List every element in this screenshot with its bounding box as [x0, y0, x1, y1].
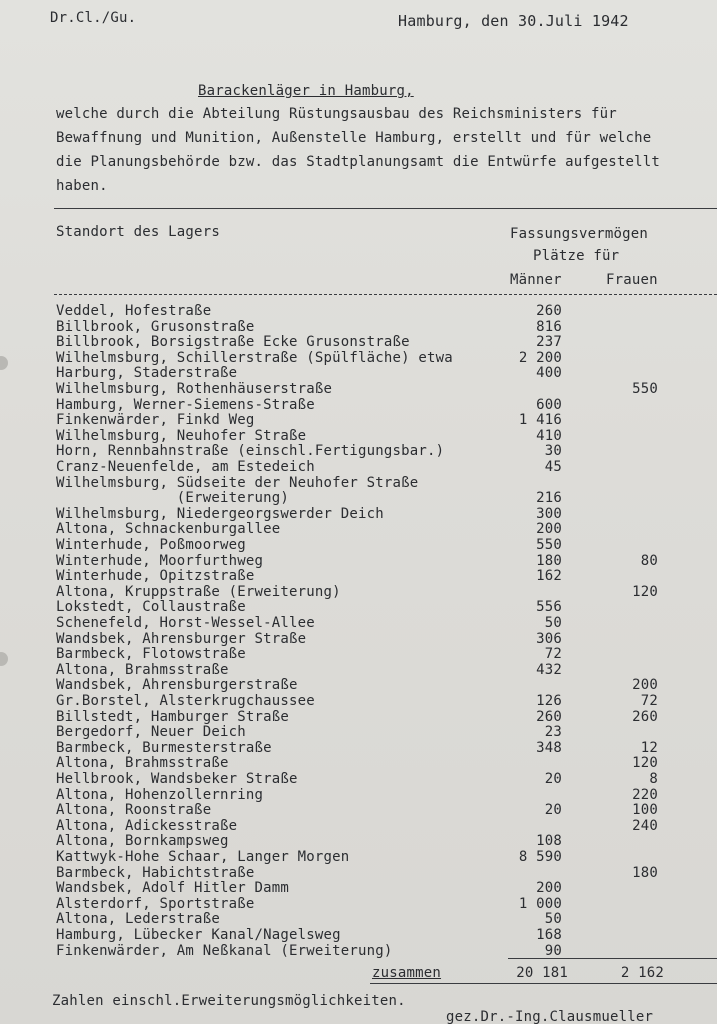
row-men-count: 45 [544, 459, 562, 475]
row-location: Wilhelmsburg, Rothenhäuserstraße [56, 381, 333, 397]
row-location: Wilhelmsburg, Niedergeorgswerder Deich [56, 505, 384, 522]
row-location: Wilhelmsburg, Südseite der Neuhofer Straße [56, 474, 419, 491]
row-location: Hellbrook, Wandsbeker Straße [56, 771, 298, 787]
row-location: Finkenwärder, Am Neßkanal (Erweiterung) [56, 942, 393, 959]
row-men-count: 72 [544, 646, 562, 663]
column-header-location: Standort des Lagers [56, 224, 220, 240]
row-location: Billbrook, Borsigstraße Ecke Grusonstraße [56, 334, 410, 351]
row-location: Billbrook, Grusonstraße [56, 318, 255, 335]
row-women-count: 260 [632, 708, 658, 725]
row-location: Winterhude, Opitzstraße [56, 568, 255, 585]
row-location: Altona, Brahmsstraße [56, 661, 229, 678]
row-women-count: 100 [632, 802, 658, 819]
row-men-count: 348 [536, 739, 562, 756]
column-header-rule [54, 294, 717, 295]
row-location: Winterhude, Poßmoorweg [56, 537, 246, 553]
row-men-count: 108 [536, 833, 562, 850]
row-women-count: 550 [632, 381, 658, 397]
row-men-count: 816 [536, 318, 562, 335]
row-location: Wandsbek, Adolf Hitler Damm [56, 880, 289, 897]
row-location: Altona, Brahmsstraße [56, 755, 229, 772]
row-location: Billstedt, Hamburger Straße [56, 708, 289, 725]
intro-line-2: Bewaffnung und Munition, Außenstelle Hamburg, erstellt und für welche [56, 130, 652, 146]
row-men-count: 216 [536, 490, 562, 507]
header-rule [54, 208, 717, 209]
row-location: Kattwyk-Hohe Schaar, Langer Morgen [56, 849, 350, 865]
row-men-count: 1 416 [518, 412, 562, 429]
row-women-count: 180 [632, 864, 658, 881]
total-women: 2 162 [620, 965, 664, 981]
intro-line-4: haben. [56, 178, 108, 194]
row-location: Wandsbek, Ahrensburgerstraße [56, 677, 298, 694]
reference-code: Dr.Cl./Gu. [50, 10, 137, 26]
row-men-count: 400 [536, 365, 562, 382]
total-label: zusammen [372, 965, 442, 981]
intro-line-3: die Planungsbehörde bzw. das Stadtplanungsamt die Entwürfe aufgestellt [56, 154, 661, 170]
row-women-count: 120 [632, 755, 658, 772]
row-location: Altona, Bornkampsweg [56, 833, 229, 850]
row-men-count: 20 [544, 771, 562, 787]
footnote: Zahlen einschl.Erweiterungsmöglichkeiten. [52, 993, 406, 1009]
row-location: Lokstedt, Collaustraße [56, 599, 246, 616]
total-rule [370, 983, 717, 984]
row-location: Winterhude, Moorfurthweg [56, 552, 264, 569]
row-women-count: 200 [632, 677, 658, 694]
row-men-count: 600 [536, 396, 562, 413]
row-men-count: 2 200 [518, 349, 562, 366]
column-header-women: Frauen [606, 272, 658, 288]
row-men-count: 1 000 [518, 895, 562, 912]
sum-rule [508, 958, 717, 959]
row-location: Schenefeld, Horst-Wessel-Allee [56, 615, 315, 631]
row-location: Harburg, Staderstraße [56, 365, 238, 382]
row-location: Altona, Schnackenburgallee [56, 521, 281, 538]
punch-hole [0, 356, 8, 370]
row-men-count: 550 [536, 537, 562, 553]
row-location: Barmbeck, Habichtstraße [56, 864, 255, 881]
row-location: Veddel, Hofestraße [56, 303, 212, 319]
row-men-count: 237 [536, 334, 562, 351]
row-men-count: 300 [536, 505, 562, 522]
row-location: Bergedorf, Neuer Deich [56, 724, 246, 741]
place-date: Hamburg, den 30.Juli 1942 [398, 12, 629, 30]
row-men-count: 556 [536, 599, 562, 616]
row-location: Gr.Borstel, Alsterkrugchaussee [56, 693, 315, 709]
row-men-count: 23 [544, 724, 562, 741]
row-men-count: 260 [536, 708, 562, 725]
row-men-count: 50 [544, 615, 562, 631]
row-location: Horn, Rennbahnstraße (einschl.Fertigungsbar.) [56, 443, 445, 460]
row-men-count: 90 [544, 942, 562, 959]
row-location: Finkenwärder, Finkd Weg [56, 412, 255, 429]
row-location: Barmbeck, Burmesterstraße [56, 739, 272, 756]
row-men-count: 8 590 [518, 849, 562, 865]
row-men-count: 20 [544, 802, 562, 819]
row-men-count: 126 [536, 693, 562, 709]
row-location: Altona, Adickesstraße [56, 817, 238, 834]
row-location: Altona, Kruppstraße (Erweiterung) [56, 583, 341, 600]
row-men-count: 168 [536, 927, 562, 943]
row-location: Alsterdorf, Sportstraße [56, 895, 255, 912]
row-location: Cranz-Neuenfelde, am Estedeich [56, 459, 315, 475]
column-header-capacity: Fassungsvermögen [510, 226, 649, 242]
row-men-count: 30 [544, 443, 562, 460]
row-women-count: 12 [640, 739, 658, 756]
row-location: Altona, Hohenzollernring [56, 786, 264, 803]
signature: gez.Dr.-Ing.Clausmueller [446, 1009, 654, 1024]
row-location: Barmbeck, Flotowstraße [56, 646, 246, 663]
row-men-count: 432 [536, 661, 562, 678]
row-men-count: 162 [536, 568, 562, 585]
row-location: (Erweiterung) [56, 490, 289, 507]
row-location: Wilhelmsburg, Schillerstraße (Spülfläche) etwa [56, 349, 453, 366]
row-men-count: 306 [536, 630, 562, 647]
document-title: Barackenläger in Hamburg, [198, 83, 414, 99]
row-location: Altona, Lederstraße [56, 911, 220, 928]
row-women-count: 240 [632, 817, 658, 834]
row-location: Hamburg, Lübecker Kanal/Nagelsweg [56, 927, 341, 943]
row-location: Hamburg, Werner-Siemens-Straße [56, 396, 315, 413]
punch-hole [0, 652, 8, 666]
column-header-men: Männer [510, 272, 562, 288]
intro-line-1: welche durch die Abteilung Rüstungsausbau des Reichsministers für [56, 106, 617, 122]
row-women-count: 120 [632, 583, 658, 600]
row-women-count: 8 [649, 771, 658, 787]
row-men-count: 200 [536, 521, 562, 538]
row-men-count: 200 [536, 880, 562, 897]
row-women-count: 72 [640, 693, 658, 709]
row-men-count: 410 [536, 427, 562, 444]
column-header-places: Plätze für [533, 248, 620, 264]
row-men-count: 180 [536, 552, 562, 569]
row-location: Wilhelmsburg, Neuhofer Straße [56, 427, 307, 444]
row-location: Wandsbek, Ahrensburger Straße [56, 630, 307, 647]
row-location: Altona, Roonstraße [56, 802, 212, 819]
row-women-count: 220 [632, 786, 658, 803]
row-men-count: 260 [536, 303, 562, 319]
row-women-count: 80 [640, 552, 658, 569]
row-men-count: 50 [544, 911, 562, 928]
total-men: 20 181 [516, 965, 568, 981]
